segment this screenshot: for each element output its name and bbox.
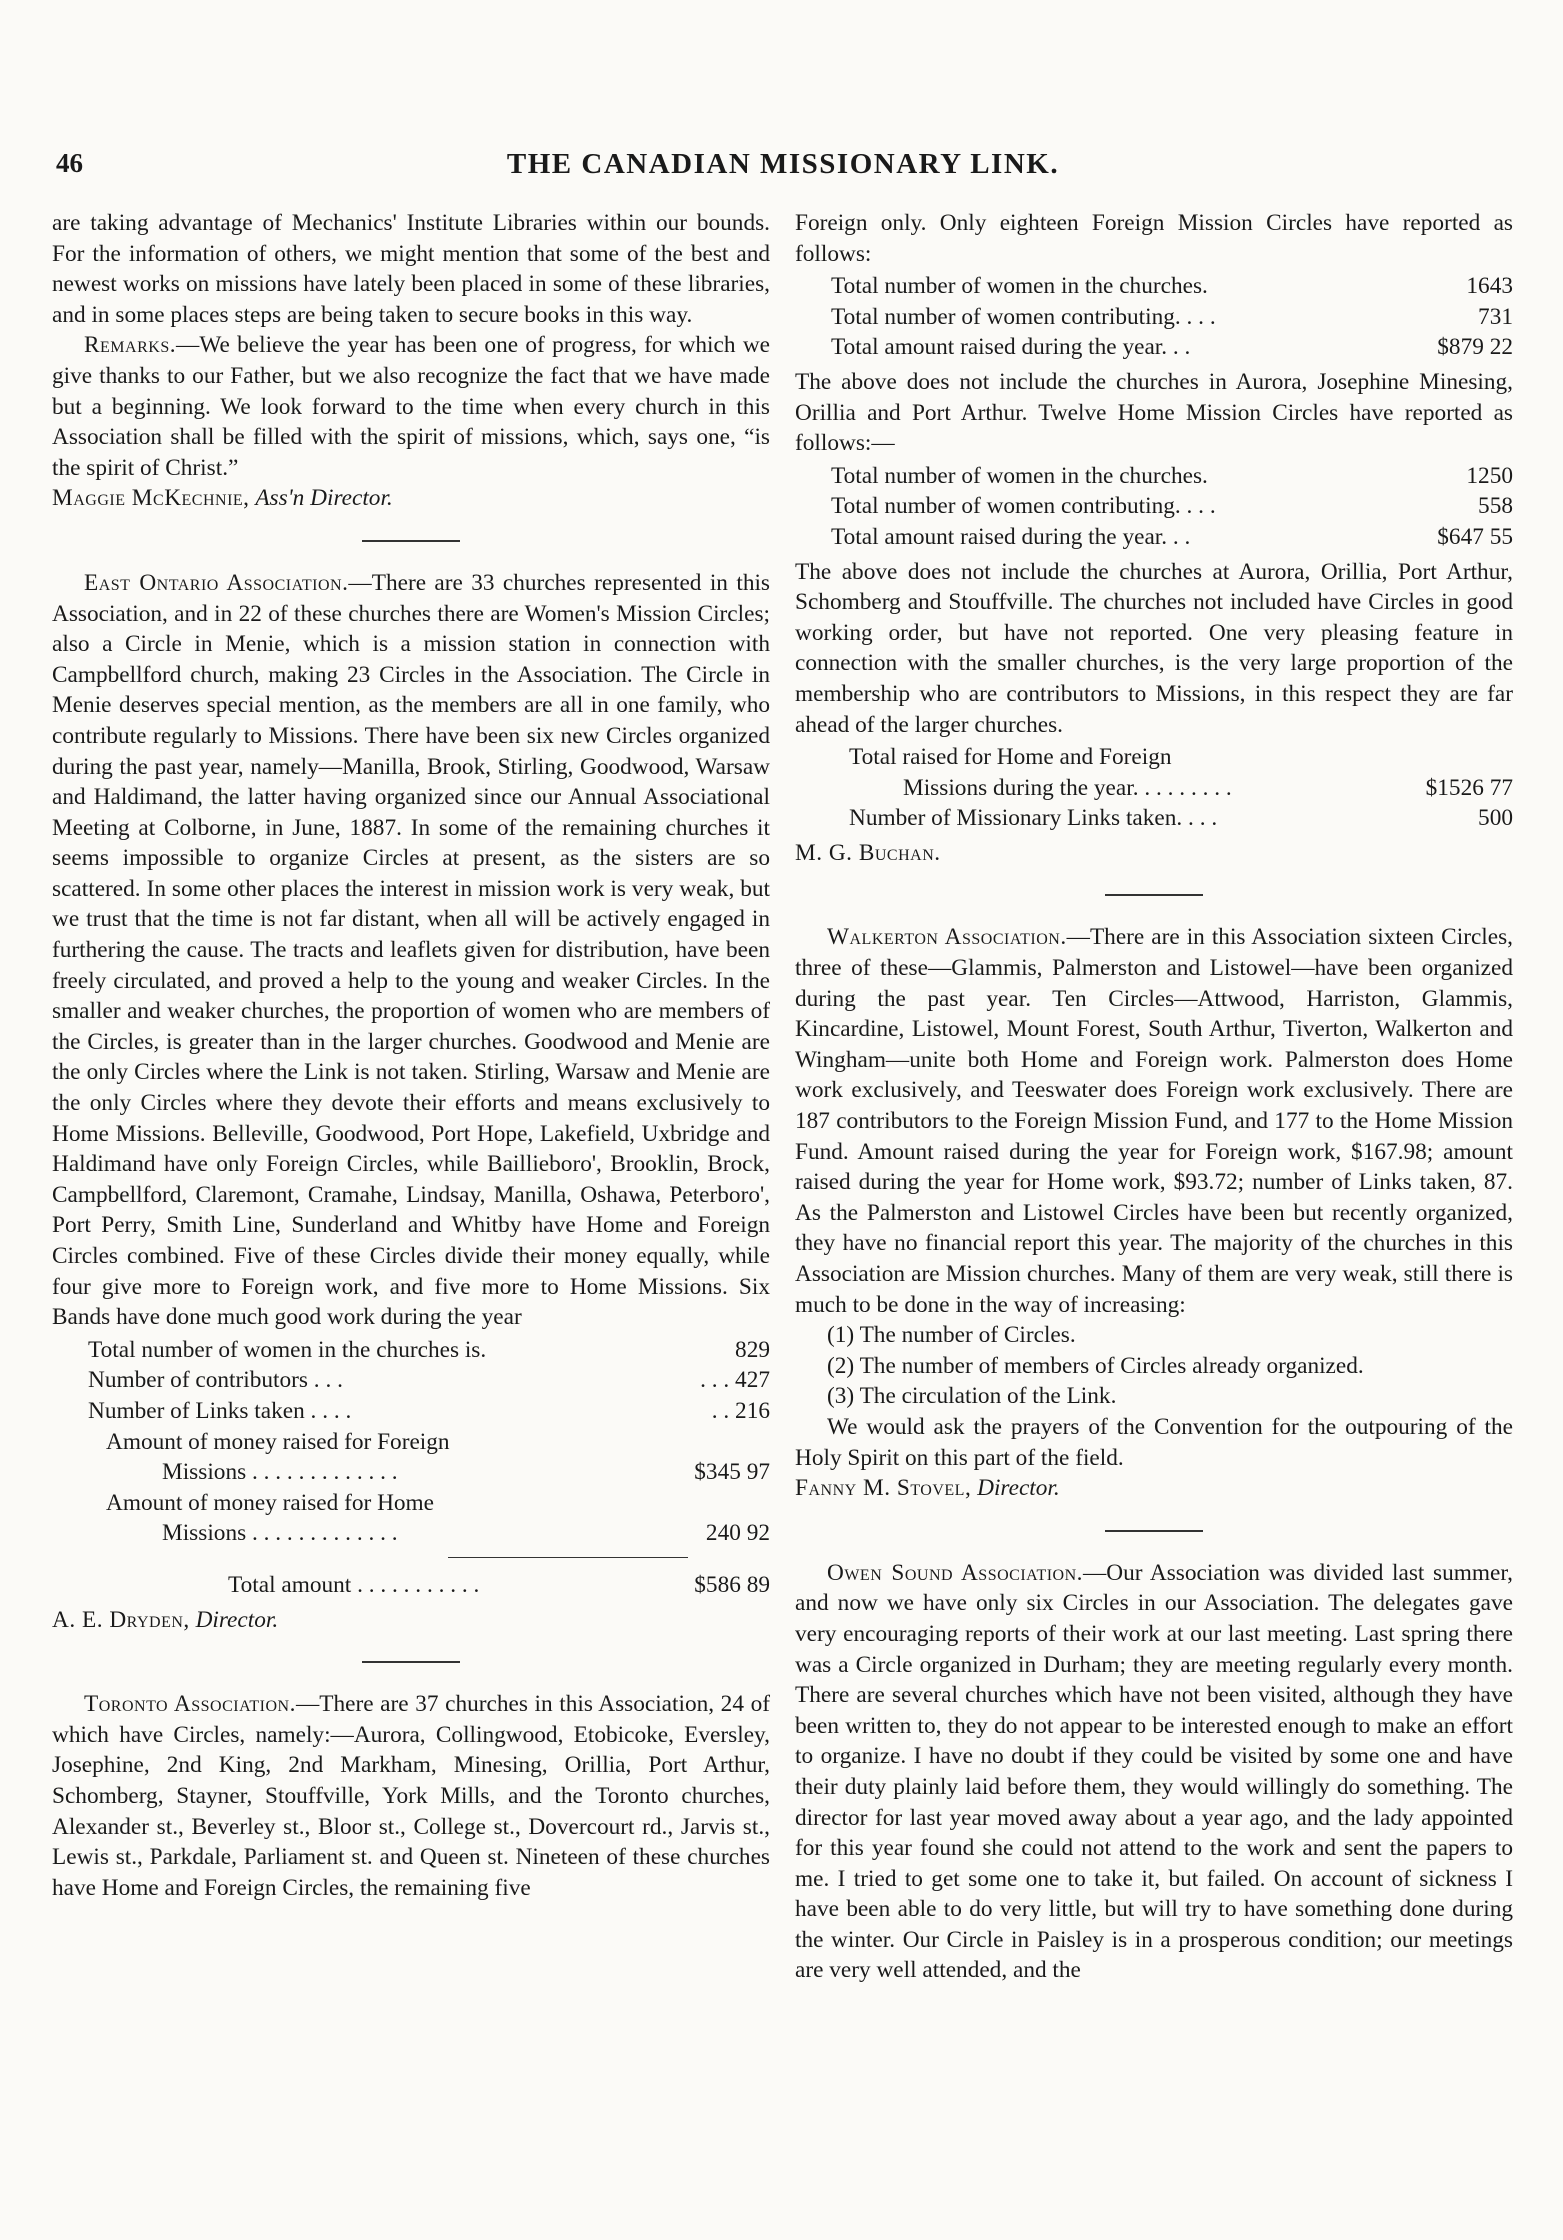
stat-label: Number of Links taken . . . .: [88, 1397, 352, 1424]
stat-value: 829: [735, 1336, 770, 1363]
signature-stovel: [795, 1473, 1513, 1504]
stat-value: 1250: [1466, 462, 1513, 489]
stat-label: Total number of women in the churches.: [831, 273, 1208, 300]
east-ontario-paragraph: [52, 568, 770, 1333]
signature-role: Director.: [195, 1606, 279, 1633]
money-line: [106, 1518, 770, 1549]
total-raised-row: [849, 773, 1513, 804]
signature-name: A. E. Dryden,: [52, 1606, 190, 1633]
running-title: THE CANADIAN MISSIONARY LINK.: [506, 148, 1060, 180]
left-column: [52, 208, 770, 1903]
east-ontario-text: —There are 33 churches represented in this Association, and in 22 of these churches there are Women's Mission Circles; also a Circle in Menie, which is a mission station in connection with Campbellford church, making 23 Circles in the Association. The Circle in Menie deserves special mention, as the members are all in one family, who contribute regularly to Missions. There have been six new Circles organized during the past year, namely—Manilla, Brook, Stirling, Goodwood, Warsaw and Haldimand, the latter having organized since our Annual Associational Meeting at Colborne, in June, 1887. In some of the remaining churches it seems impossible to organize Circles at present, as the sisters are so scattered. In some other places the interest in mission work is very weak, but we trust that the time is not far distant, when all will be actively engaged in furthering the cause. The tracts and leaflets given for distribution, have been freely circulated, and proved a help to the young and weaker Circles. In the smaller and weaker churches, the proportion of women who are members of the Circles, is greater than in the larger churches. Goodwood and Menie are the only Circles where the Link is not taken. Stirling, Warsaw and Menie are the only Circles where they devote their efforts and means exclusively to Home Missions. Belleville, Goodwood, Port Hope, Lakefield, Uxbridge and Haldimand have only Foreign Circles, while Baillieboro', Brooklin, Brock, Campbellford, Claremont, Cramahe, Lindsay, Manilla, Oshawa, Peterboro', Port Perry, Smith Line, Sunderland and Whitby have Home and Foreign Circles combined. Five of these Circles divide their money equally, while four give more to Foreign work, and five more to Home Missions. Six Bands have done much good work during the year: [52, 569, 771, 1331]
signature-name: Fanny M. Stovel,: [795, 1475, 972, 1502]
page-header: [56, 148, 1510, 192]
churches-paragraph: The above does not include the churches at Aurora, Orillia, Port Arthur, Schomberg and Stouffville. The churches not included have Circles in good working order, but have not reported. One very pleasing feature in connection with the smaller churches, is the very large proportion of the membership who are contributors to Missions, in this respect they are far ahead of the larger churches.: [795, 558, 1513, 738]
owen-sound-heading: Owen Sound Association.: [827, 1559, 1083, 1586]
toronto-paragraph: [52, 1689, 770, 1903]
stat-label: Total number of women in the churches is.: [88, 1336, 487, 1363]
page-number: 46: [56, 148, 83, 178]
section-divider: [362, 1661, 460, 1663]
total-rule: [448, 1557, 688, 1558]
toronto-continued: Foreign only. Only eighteen Foreign Mission Circles have reported as follows:: [795, 210, 1513, 267]
list-item: (3) The circulation of the Link.: [827, 1383, 1117, 1410]
stat-row: [831, 271, 1513, 302]
stat-row: [831, 491, 1513, 522]
list-item: (1) The number of Circles.: [827, 1322, 1076, 1349]
money-label-cont: Missions . . . . . . . . . . . . .: [162, 1520, 398, 1547]
money-line: [106, 1457, 770, 1488]
money-label-cont: Missions . . . . . . . . . . . . .: [162, 1459, 398, 1486]
walkerton-heading: Walkerton Association.: [827, 924, 1067, 951]
stat-value: . . 216: [711, 1397, 770, 1424]
signature-buchan: M. G. Buchan.: [795, 839, 941, 866]
total-raised-label: Total raised for Home and Foreign: [849, 744, 1172, 771]
signature-role: Director.: [977, 1475, 1060, 1502]
stat-row: [88, 1335, 770, 1366]
toronto-text: —There are 37 churches in this Association, 24 of which have Circles, namely:—Aurora, Collingwood, Etobicoke, Eversley, Josephine, 2nd King, 2nd Markham, Minesing, Orillia, Port Arthur, Schomberg, Stayner, Stouffville, York Mills, and the Toronto churches, Alexander st., Beverley st., Bloor st., College st., Dovercourt rd., Jarvis st., Lewis st., Parkdale, Parliament st. and Queen st. Nineteen of these churches have Home and Foreign Circles, the remaining five: [52, 1691, 771, 1901]
stat-value: 1643: [1466, 273, 1513, 300]
total-raised-value: $1526 77: [1425, 774, 1513, 801]
stat-label: Total amount raised during the year. . .: [831, 523, 1191, 550]
east-ontario-heading: East Ontario Association.: [84, 569, 349, 596]
stat-row: [831, 522, 1513, 553]
stat-row: [831, 332, 1513, 363]
intro-paragraph: are taking advantage of Mechanics' Institute Libraries within our bounds. For the information of others, we might mention that some of the best and newest works on missions have lately been placed in some of these libraries, and in some places steps are being taken to secure books in this way.: [52, 210, 770, 328]
money-value: 240 92: [705, 1520, 770, 1547]
home-intro-paragraph: The above does not include the churches in Aurora, Josephine Minesing, Orillia and Port Arthur. Twelve Home Mission Circles have reported as follows:—: [795, 368, 1513, 457]
right-column: [795, 208, 1513, 1986]
walkerton-text: —There are in this Association sixteen Circles, three of these—Glammis, Palmerston and Listowel—have been organized during the past year. Ten Circles—Attwood, Harriston, Glammis, Kincardine, Listowel, Mount Forest, South Arthur, Tiverton, Walkerton and Wingham—unite both Home and Foreign work. Palmerston does Home work exclusively, and Teeswater does Foreign work exclusively. There are 187 contributors to the Foreign Mission Fund, and 177 to the Home Mission Fund. Amount raised during the year for Foreign work, $167.98; amount raised during the year for Home work, $93.72; number of Links taken, 87. As the Palmerston and Listowel Circles have been but recently organized, they have no financial report this year. The majority of the churches in this Association are Mission churches. Many of them are very weak, still there is much to be done in the way of increasing:: [795, 924, 1513, 1318]
remarks-text: —We believe the year has been one of progress, for which we give thanks to our Father, but we also recognize the fact that we have made but a beginning. We look forward to the time when every church in this Association shall be filled with the spirit of missions, which, says one, “is the spirit of Christ.”: [52, 332, 770, 481]
list-item: (2) The number of members of Circles already organized.: [827, 1352, 1364, 1379]
stat-label: Total number of women in the churches.: [831, 462, 1208, 489]
total-value: $586 89: [694, 1571, 770, 1598]
walkerton-closing: We would ask the prayers of the Convention for the outpouring of the Holy Spirit on this part of the field.: [795, 1413, 1513, 1471]
stat-value: 558: [1478, 493, 1513, 520]
stat-row: [88, 1396, 770, 1427]
signature-role: Ass'n Director.: [255, 485, 393, 512]
total-raised-label-cont: Missions during the year. . . . . . . . .: [903, 774, 1232, 801]
section-divider: [1105, 894, 1203, 896]
money-row: [106, 1488, 770, 1549]
money-label: Amount of money raised for Home: [106, 1489, 435, 1516]
stat-label: Number of contributors . . .: [88, 1367, 343, 1394]
stat-row: [831, 461, 1513, 492]
stat-label: Total number of women contributing. . . .: [831, 303, 1216, 330]
foreign-stats: [831, 271, 1513, 363]
east-ontario-stats: [88, 1335, 770, 1601]
signature-dryden: [52, 1605, 770, 1636]
stat-value: $647 55: [1437, 523, 1513, 550]
stat-value: . . . 427: [700, 1367, 770, 1394]
stat-value: 731: [1478, 303, 1513, 330]
signature-mckechnie: [52, 483, 770, 514]
section-divider: [1105, 1530, 1203, 1532]
links-row: [849, 803, 1513, 834]
owen-sound-text: —Our Association was divided last summer, and now we have only six Circles in our Association. The delegates gave very encouraging reports of their work at our last meeting. Last spring there was a Circle organized in Durham; they are meeting regularly every month. There are several churches which have not been visited, although they have been written to, they do not appear to be interested enough to make an effort to organize. I have no doubt if they could be visited by some one and have their duty plainly laid before them, they would willingly do something. The director for last year moved away about a year ago, and the lady appointed for this year found she could not attend to the work and sent the papers to me. I tried to get some one to take it, but failed. On account of sickness I have been able to do very little, but will try to have something done during the winter. Our Circle in Paisley is in a prosperous condition; our meetings are very well attended, and the: [795, 1559, 1513, 1984]
links-label: Number of Missionary Links taken. . . .: [849, 805, 1218, 832]
stat-label: Total amount raised during the year. . .: [831, 334, 1191, 361]
toronto-heading: Toronto Association.: [84, 1691, 296, 1718]
money-row: [106, 1427, 770, 1488]
owen-sound-paragraph: [795, 1558, 1513, 1986]
stat-row: [831, 302, 1513, 333]
total-row: [88, 1570, 770, 1601]
stat-label: Total number of women contributing. . . .: [831, 493, 1216, 520]
money-value: $345 97: [694, 1459, 770, 1486]
links-value: 500: [1478, 805, 1513, 832]
remarks-heading: Remarks.: [84, 332, 177, 359]
signature-name: Maggie McKechnie,: [52, 485, 250, 512]
total-label: Total amount . . . . . . . . . . .: [228, 1571, 480, 1598]
stat-row: [88, 1365, 770, 1396]
money-label: Amount of money raised for Foreign: [106, 1428, 450, 1455]
section-divider: [362, 540, 460, 542]
total-raised-block: [849, 742, 1513, 834]
stat-value: $879 22: [1437, 334, 1513, 361]
walkerton-paragraph: [795, 922, 1513, 1320]
remarks-paragraph: [52, 330, 770, 483]
home-stats: [831, 461, 1513, 553]
